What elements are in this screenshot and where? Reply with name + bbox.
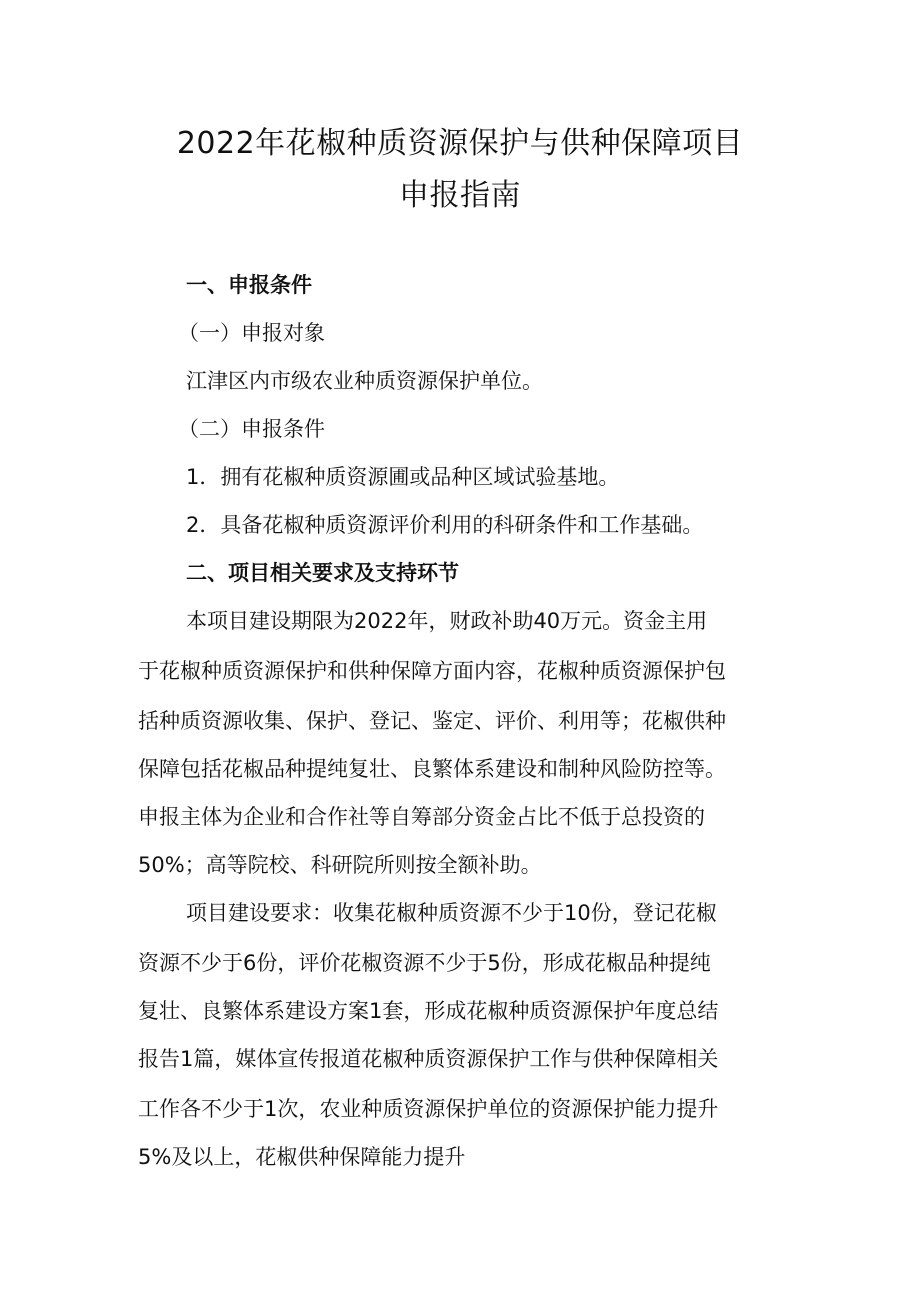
paragraph2-line: 资源不少于6份，评价花椒资源不少于5份，形成花椒品种提纯 [138, 951, 711, 975]
subsection2-heading: （二）申报条件 [178, 417, 325, 441]
paragraph1-line: 于花椒种质资源保护和供种保障方面内容，花椒种质资源保护包 [138, 659, 726, 683]
paragraph1-line: 50%；高等院校、科研院所则按全额补助。 [138, 853, 542, 877]
paragraph2-line: 复壮、良繁体系建设方案1套，形成花椒种质资源保护年度总结 [138, 999, 719, 1023]
paragraph1-line: 括种质资源收集、保护、登记、鉴定、评价、利用等；花椒供种 [138, 709, 726, 733]
paragraph1-line: 申报主体为企业和合作社等自筹部分资金占比不低于总投资的 [138, 805, 705, 829]
paragraph2-line: 项目建设要求：收集花椒种质资源不少于10份，登记花椒 [186, 901, 717, 925]
document-title-line2: 申报指南 [399, 178, 521, 213]
condition-item-2: 2．具备花椒种质资源评价利用的科研条件和工作基础。 [186, 513, 704, 537]
subsection1-heading: （一）申报对象 [178, 321, 325, 345]
condition-item-1: 1．拥有花椒种质资源圃或品种区域试验基地。 [186, 465, 620, 489]
section2-heading: 二、项目相关要求及支持环节 [186, 561, 459, 585]
section1-heading: 一、申报条件 [186, 273, 312, 297]
paragraph2-line: 报告1篇，媒体宣传报道花椒种质资源保护工作与供种保障相关 [138, 1047, 719, 1071]
paragraph2-line: 5%及以上，花椒供种保障能力提升 [138, 1145, 466, 1169]
paragraph2-line: 工作各不少于1次，农业种质资源保护单位的资源保护能力提升 [138, 1097, 719, 1121]
subsection1-text: 江津区内市级农业种质资源保护单位。 [186, 369, 543, 393]
paragraph1-line: 保障包括花椒品种提纯复壮、良繁体系建设和制种风险防控等。 [138, 757, 726, 781]
document-title-line1: 2022年花椒种质资源保护与供种保障项目 [176, 126, 744, 161]
paragraph1-line: 本项目建设期限为2022年，财政补助40万元。资金主用 [186, 609, 708, 633]
